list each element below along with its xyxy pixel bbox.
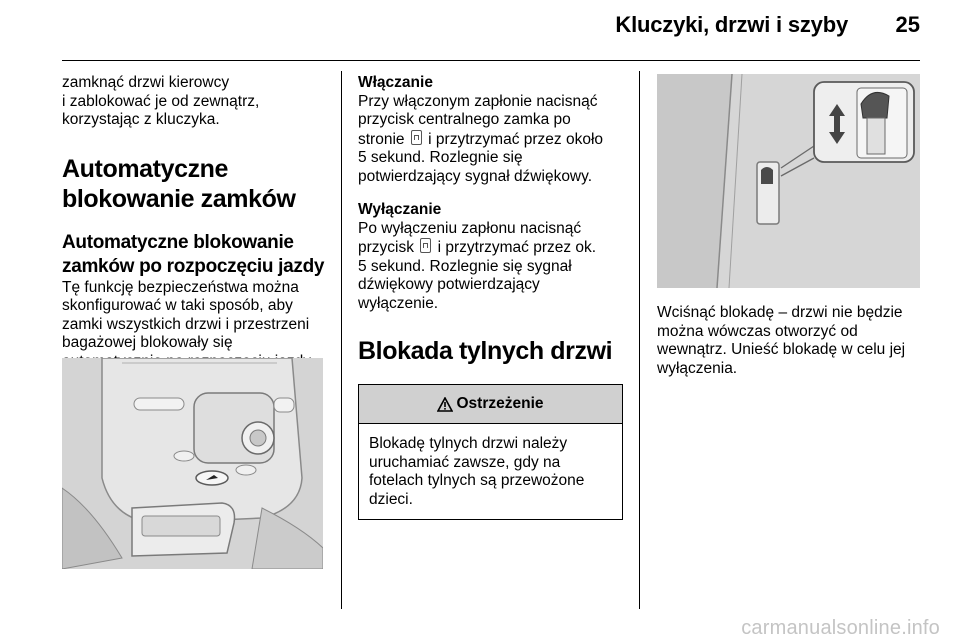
caption-line: wyłączenia.: [657, 359, 738, 377]
overhead-console-illustration: [62, 358, 323, 569]
disable-text-line: 5 sekund. Rozlegnie się sygnał: [358, 257, 572, 275]
warning-line: uruchamiać zawsze, gdy na: [369, 453, 561, 471]
watermark: carmanualsonline.info: [741, 617, 940, 639]
disable-text-line: [358, 238, 628, 258]
subheading-auto-lock-driving: Automatyczne blokowanie zamków po rozpoczęciu jazdy: [62, 231, 325, 277]
warning-line: dzieci.: [369, 490, 413, 508]
disable-heading: Wyłączanie: [358, 201, 442, 218]
caption-line: wewnątrz. Unieść blokadę w celu jej: [657, 341, 906, 358]
warning-line: fotelach tylnych są przewożone: [369, 472, 585, 489]
lock-key-icon: [411, 130, 422, 145]
enable-text-line: [358, 130, 628, 150]
child-lock-illustration: [657, 74, 920, 288]
caption-line: Wciśnąć blokadę – drzwi nie będzie: [657, 304, 903, 321]
disable-text-line: Po wyłączeniu zapłonu nacisnąć: [358, 219, 582, 237]
warning-title: Ostrzeżenie: [456, 394, 544, 412]
warning-line: Blokadę tylnych drzwi należy: [369, 435, 568, 452]
disable-text-part: przycisk: [358, 239, 414, 256]
enable-text-line: potwierdzający sygnał dźwiękowy.: [358, 167, 593, 185]
warning-triangle-icon: [437, 397, 453, 412]
section-heading-auto-lock: Automatyczne blokowanie zamków: [62, 154, 296, 213]
page-header-title: Kluczyki, drzwi i szyby: [615, 12, 848, 37]
enable-text-line: Przy włączonym zapłonie nacisnąć: [358, 92, 598, 110]
disable-text-part: i przytrzymać przez ok.: [437, 239, 597, 256]
warning-body: [359, 424, 622, 519]
enable-text-part: stronie: [358, 130, 405, 148]
intro-line: zamknąć drzwi kierowcy: [62, 74, 230, 91]
child-lock-figure: [657, 74, 920, 288]
enable-text-part: i przytrzymać przez około: [428, 130, 604, 148]
body-line: skonfigurować w taki sposób, aby: [62, 297, 293, 314]
warning-header: [359, 385, 622, 424]
enable-text-line: przycisk centralnego zamka po: [358, 111, 571, 128]
intro-line: i zablokować je od zewnątrz,: [62, 92, 260, 110]
column-3: [657, 304, 922, 378]
column-divider-2: [639, 71, 640, 609]
body-line: bagażowej blokowały się: [62, 334, 233, 351]
column-1: [62, 74, 330, 371]
enable-heading: Włączanie: [358, 74, 433, 91]
overhead-console-figure: [62, 358, 323, 569]
column-2: [358, 74, 628, 520]
header-rule: [62, 60, 920, 61]
caption-line: można wówczas otworzyć od: [657, 322, 858, 340]
body-line: zamki wszystkich drzwi i przestrzeni: [62, 315, 310, 333]
body-line: Tę funkcję bezpieczeństwa można: [62, 278, 299, 296]
disable-text-line: dźwiękowy potwierdzający: [358, 276, 540, 293]
disable-text-line: wyłączenie.: [358, 294, 439, 312]
intro-line: korzystając z kluczyka.: [62, 111, 220, 128]
column-divider-1: [341, 71, 342, 609]
enable-text-line: 5 sekund. Rozlegnie się: [358, 149, 523, 166]
section-heading-child-lock: Blokada tylnych drzwi: [358, 337, 613, 365]
warning-box: [358, 384, 623, 520]
page-number: 25: [895, 12, 920, 37]
lock-key-icon: [420, 238, 431, 253]
